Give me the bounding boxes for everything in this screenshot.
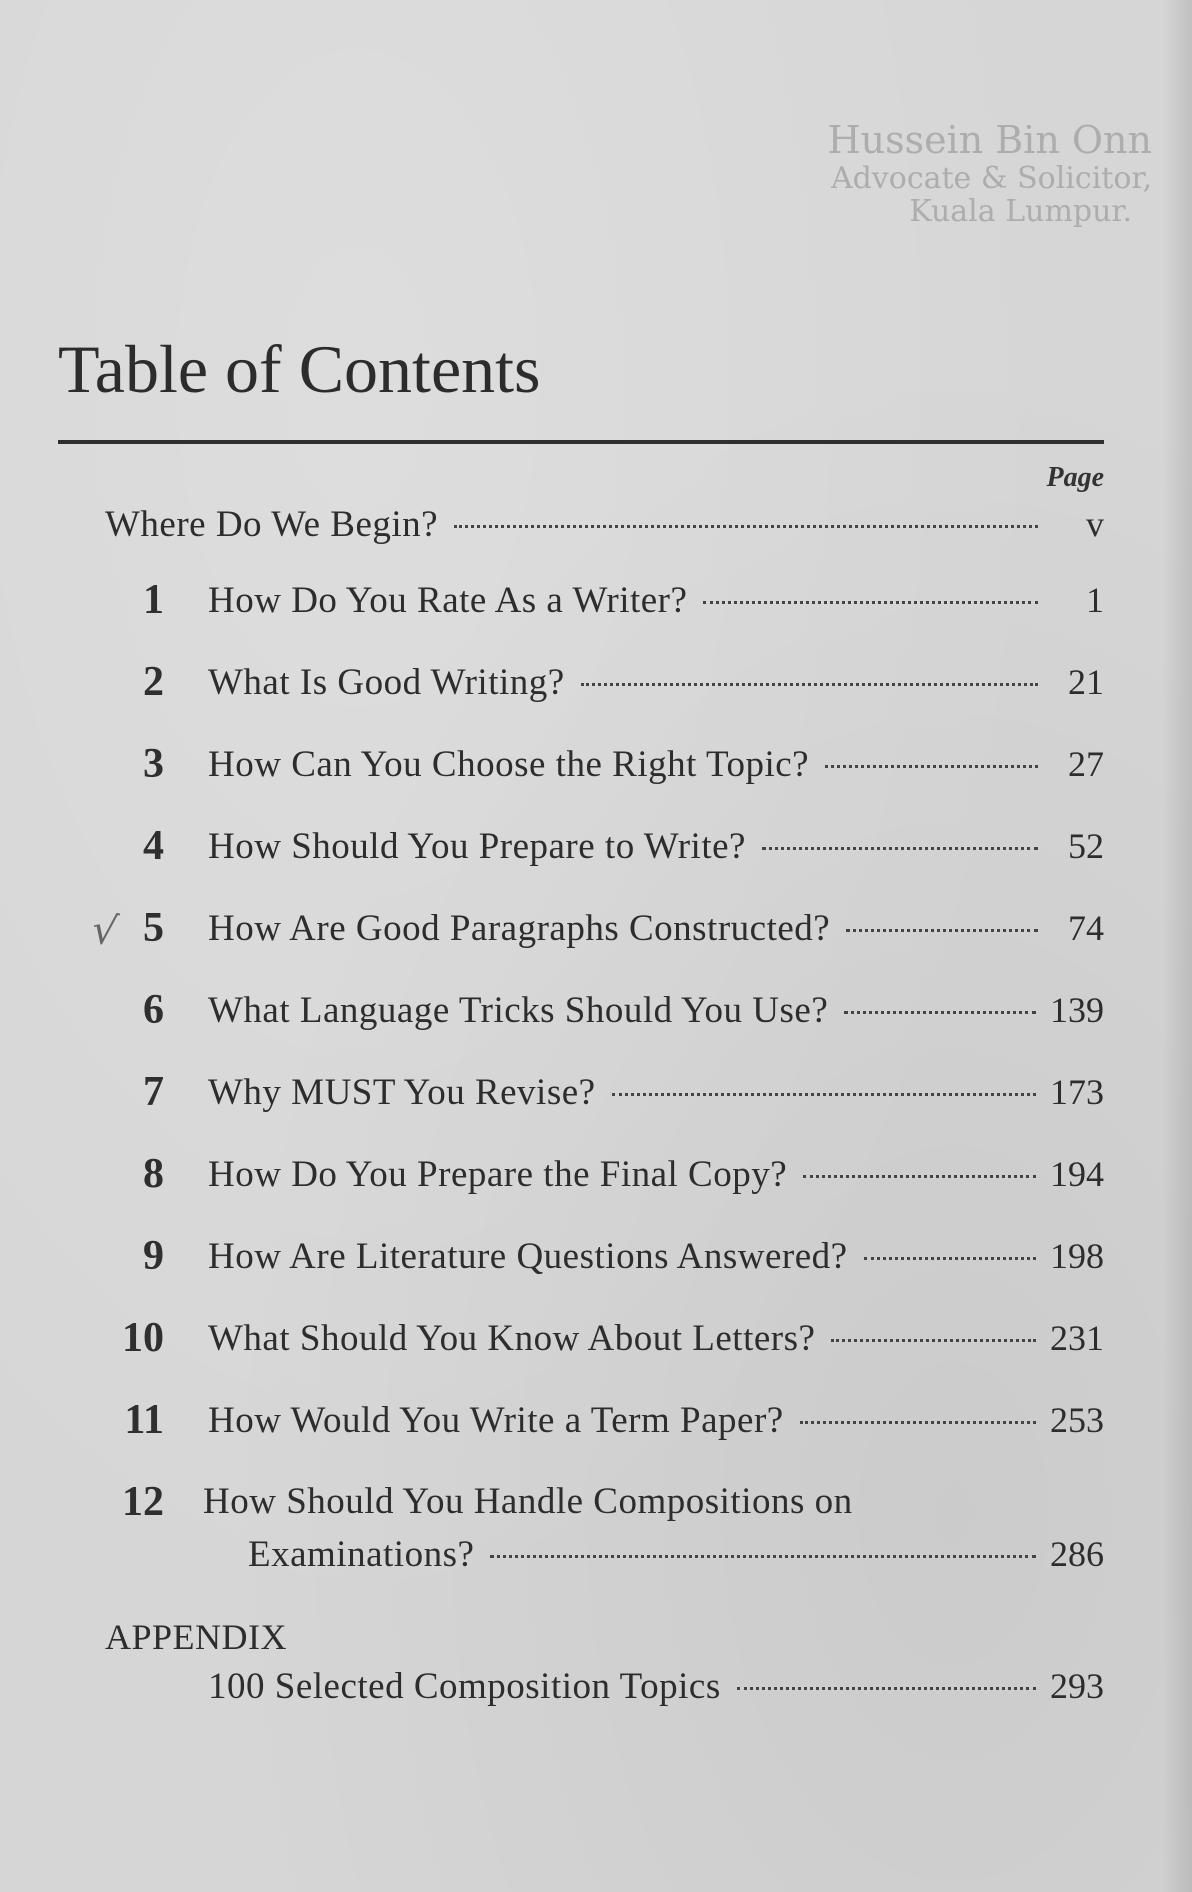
dot-leader	[844, 1011, 1036, 1014]
toc-entry-title: 100 Selected Composition Topics	[208, 1666, 721, 1707]
toc-entry-page: 139	[1050, 990, 1104, 1030]
dot-leader	[581, 683, 1038, 686]
toc-entry-page: 74	[1068, 908, 1104, 948]
toc-entry-title-line2: Examinations?	[248, 1534, 475, 1575]
toc-chapter-row[interactable]	[0, 652, 1192, 712]
title-rule	[58, 440, 1104, 444]
chapter-number: 8	[143, 1151, 164, 1197]
toc-entry-title: What Is Good Writing?	[208, 662, 565, 703]
chapter-number: 9	[143, 1233, 164, 1279]
dot-leader	[762, 847, 1038, 850]
dot-leader	[703, 601, 1038, 604]
toc-entry-title-line1: How Should You Handle Compositions on	[203, 1481, 853, 1522]
dot-leader	[864, 1257, 1036, 1260]
toc-entry-title: Why MUST You Revise?	[208, 1072, 596, 1113]
chapter-number: 7	[143, 1069, 164, 1115]
toc-entry-page: 27	[1068, 744, 1104, 784]
chapter-number: 6	[143, 987, 164, 1033]
toc-entry-title: How Can You Choose the Right Topic?	[208, 744, 810, 785]
chapter-number: 12	[122, 1479, 164, 1525]
toc-entry-page: v	[1086, 504, 1104, 544]
toc-entry-page: 198	[1050, 1236, 1104, 1276]
toc-entry-page: 194	[1050, 1154, 1104, 1194]
chapter-number: 5	[143, 905, 164, 951]
dot-leader	[825, 765, 1038, 768]
toc-entry-title: How Are Literature Questions Answered?	[208, 1236, 848, 1277]
toc-entry-page: 293	[1050, 1666, 1104, 1706]
toc-chapter-row[interactable]	[0, 1390, 1192, 1450]
toc-chapter-row[interactable]	[0, 734, 1192, 794]
toc-entry-title: What Language Tricks Should You Use?	[208, 990, 829, 1031]
toc-chapter-row[interactable]	[0, 1472, 1192, 1592]
toc-chapter-row[interactable]	[0, 570, 1192, 630]
page-column-label: Page	[1046, 462, 1104, 493]
toc-entry-title: Where Do We Begin?	[105, 504, 439, 545]
toc-entry-page: 286	[1050, 1534, 1104, 1574]
dot-leader	[612, 1093, 1036, 1096]
toc-chapter-row[interactable]	[0, 898, 1192, 958]
stamp-name: Hussein Bin Onn	[827, 118, 1152, 162]
chapter-number: 3	[143, 741, 164, 787]
toc-entry-page: 21	[1068, 662, 1104, 702]
toc-entry-title: How Are Good Paragraphs Constructed?	[208, 908, 831, 949]
toc-entry-title: How Do You Rate As a Writer?	[208, 580, 688, 621]
toc-appendix-row[interactable]	[0, 1656, 1192, 1716]
toc-entry-title: How Would You Write a Term Paper?	[208, 1400, 784, 1441]
toc-chapter-row[interactable]	[0, 1226, 1192, 1286]
toc-entry-title: How Should You Prepare to Write?	[208, 826, 746, 867]
toc-entry-page: 173	[1050, 1072, 1104, 1112]
toc-entry-title: What Should You Know About Letters?	[208, 1318, 816, 1359]
dot-leader	[454, 525, 1038, 528]
chapter-number: 2	[143, 659, 164, 705]
toc-chapter-row[interactable]	[0, 1144, 1192, 1204]
dot-leader	[846, 929, 1038, 932]
toc-entry-page: 1	[1086, 580, 1104, 620]
toc-entry-page: 52	[1068, 826, 1104, 866]
toc-entry-page: 253	[1050, 1400, 1104, 1440]
pencil-check-mark: √	[88, 906, 121, 956]
toc-chapter-row[interactable]	[0, 1308, 1192, 1368]
toc-chapter-row[interactable]	[0, 816, 1192, 876]
toc-entry-title: How Do You Prepare the Final Copy?	[208, 1154, 788, 1195]
appendix-label: APPENDIX	[105, 1617, 288, 1657]
toc-entry-page: 231	[1050, 1318, 1104, 1358]
chapter-number: 1	[143, 577, 164, 623]
dot-leader	[803, 1175, 1036, 1178]
page-title: Table of Contents	[58, 331, 541, 407]
ownership-stamp	[827, 120, 1152, 228]
stamp-location: Kuala Lumpur.	[909, 193, 1132, 229]
dot-leader	[800, 1421, 1036, 1424]
chapter-number: 11	[124, 1397, 164, 1443]
dot-leader	[737, 1687, 1036, 1690]
stamp-profession: Advocate & Solicitor,	[830, 160, 1152, 196]
toc-chapter-row[interactable]	[0, 980, 1192, 1040]
dot-leader	[490, 1555, 1036, 1558]
dot-leader	[831, 1339, 1036, 1342]
chapter-number: 4	[143, 823, 164, 869]
chapter-number: 10	[122, 1315, 164, 1361]
toc-chapter-row[interactable]	[0, 1062, 1192, 1122]
toc-intro-row[interactable]	[0, 494, 1192, 554]
